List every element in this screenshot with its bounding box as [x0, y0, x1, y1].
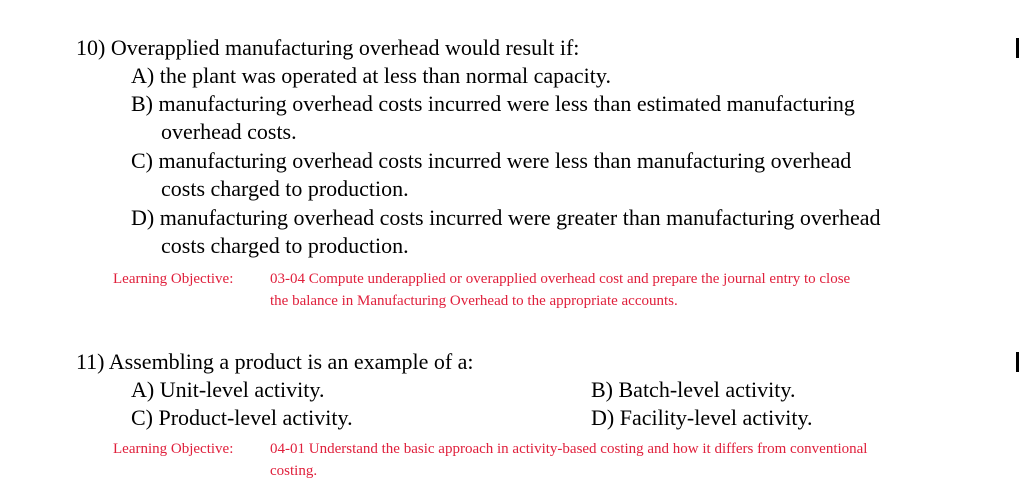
question-stem: 11) Assembling a product is an example of a:	[76, 349, 474, 374]
learning-objective-text: 04-01 Understand the basic approach in activity-based costing and how it differs from conventional	[270, 441, 868, 457]
option-a: A) Unit-level activity.	[131, 377, 325, 402]
option-d: D) manufacturing overhead costs incurred were greater than manufacturing overhead	[131, 205, 881, 230]
option-a: A) the plant was operated at less than normal capacity.	[131, 63, 611, 88]
option-c: C) manufacturing overhead costs incurred were less than manufacturing overhead	[131, 148, 852, 173]
learning-objective	[113, 268, 1013, 312]
page-edge-mark	[1016, 352, 1019, 372]
option-d-continued: costs charged to production.	[161, 233, 409, 258]
option-b: B) Batch-level activity.	[591, 377, 796, 402]
learning-objective-text-continued: costing.	[270, 463, 318, 479]
question-stem: 10) Overapplied manufacturing overhead would result if:	[76, 35, 580, 60]
learning-objective-label: Learning Objective:	[113, 271, 234, 287]
learning-objective-text: 03-04 Compute underapplied or overapplied overhead cost and prepare the journal entry to close	[270, 271, 851, 287]
option-b: B) manufacturing overhead costs incurred were less than estimated manufacturing	[131, 91, 855, 116]
learning-objective	[113, 438, 1018, 482]
learning-objective-label: Learning Objective:	[113, 441, 234, 457]
option-c-continued: costs charged to production.	[161, 176, 409, 201]
option-c: C) Product-level activity.	[131, 405, 353, 430]
learning-objective-text-continued: the balance in Manufacturing Overhead to the appropriate accounts.	[270, 293, 678, 309]
option-d: D) Facility-level activity.	[591, 405, 813, 430]
option-b-continued: overhead costs.	[161, 119, 297, 144]
page-edge-mark	[1016, 38, 1019, 58]
